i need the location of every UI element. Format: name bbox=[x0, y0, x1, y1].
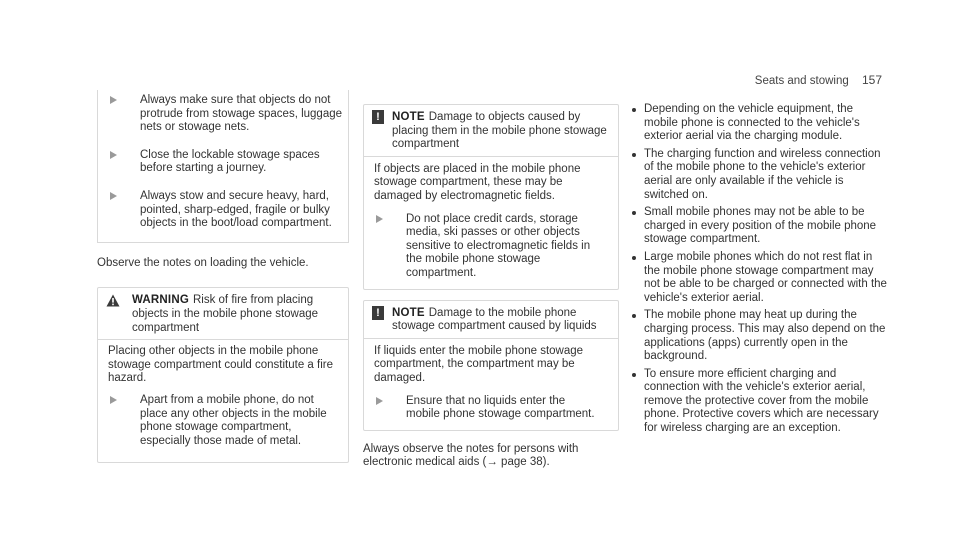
bullet-text: Large mobile phones which do not rest flat in the mobile phone stowage compartment may not be able to be charged or connected with the vehicle's exterior aerial. bbox=[644, 250, 887, 304]
notice-header bbox=[364, 105, 618, 157]
notice-title: Damage to objects caused by placing them in the mobile phone stowage compartment bbox=[392, 111, 607, 151]
notice-keyword: NOTE bbox=[392, 306, 425, 319]
bullet-text: Small mobile phones may not be able to be charged in every position of the mobile phone stowage compartment. bbox=[644, 206, 877, 246]
notice-title: Damage to the mobile phone stowage compartment caused by liquids bbox=[392, 306, 597, 333]
column-3 bbox=[628, 103, 890, 436]
warning-triangle-icon bbox=[106, 294, 120, 307]
bullet-text: The mobile phone may heat up during the charging process. This may also depend on the applications (apps) currently open in the background. bbox=[644, 309, 886, 363]
step-text: Ensure that no liquids enter the mobile phone stowage compartment. bbox=[406, 394, 595, 421]
triangle-arrow-icon bbox=[110, 151, 117, 159]
step-item bbox=[98, 94, 350, 135]
triangle-arrow-icon bbox=[110, 192, 117, 200]
warning-body: Placing other objects in the mobile phone stowage compartment could constitute a fire hazard. bbox=[108, 345, 334, 385]
step-item bbox=[98, 394, 336, 462]
notice-header bbox=[364, 301, 618, 339]
notice-body: If objects are placed in the mobile phone stowage compartment, these may be damaged by electromagnetic fields. bbox=[374, 162, 581, 202]
list-item bbox=[628, 309, 890, 363]
step-text: Always stow and secure heavy, hard, pointed, sharp-edged, fragile or bulky objects in the boot/load compartment. bbox=[140, 189, 332, 230]
step-text: Close the lockable stowage spaces before starting a journey. bbox=[140, 148, 320, 175]
step-text: Do not place credit cards, storage media, ski passes or other objects sensitive to electromagnetic fields in the mobile phone stowage compartment. bbox=[406, 212, 591, 279]
page-number: 157 bbox=[861, 73, 882, 87]
section-title: Seats and stowing bbox=[754, 75, 849, 87]
notice-box-1 bbox=[363, 104, 619, 290]
notice-box-2 bbox=[363, 300, 619, 431]
page-header bbox=[755, 74, 882, 89]
step-item bbox=[364, 395, 596, 430]
bullet-dot-icon bbox=[632, 314, 636, 318]
list-item bbox=[628, 103, 890, 144]
notice-keyword: NOTE bbox=[392, 111, 425, 123]
bullet-dot-icon bbox=[632, 108, 636, 112]
triangle-arrow-icon bbox=[376, 397, 383, 405]
notice-body: If liquids enter the mobile phone stowage compartment, the compartment may be damaged. bbox=[374, 344, 584, 384]
bullet-text: The charging function and wireless connection of the mobile phone to the vehicle's exterior aerial are only available if the vehicle is switched on. bbox=[644, 147, 881, 201]
observe-text: Observe the notes on loading the vehicle. bbox=[97, 256, 309, 269]
notice-square-icon: ! bbox=[372, 306, 384, 320]
list-item bbox=[628, 206, 890, 247]
warning-box bbox=[97, 287, 349, 463]
footer-text: Always observe the notes for persons with electronic medical aids (→ page 38). bbox=[363, 442, 579, 469]
list-item bbox=[628, 148, 890, 202]
steps-frame bbox=[97, 90, 349, 243]
warning-header bbox=[98, 288, 348, 340]
warning-title: Risk of fire from placing objects in the mobile phone stowage compartment bbox=[132, 294, 319, 334]
step-text: Always make sure that objects do not protrude from stowage spaces, luggage nets or stowage nets. bbox=[140, 94, 343, 134]
notice-square-icon: ! bbox=[372, 110, 384, 124]
bullet-dot-icon bbox=[632, 256, 636, 260]
triangle-arrow-icon bbox=[110, 396, 117, 404]
column-1 bbox=[97, 90, 349, 463]
triangle-arrow-icon bbox=[376, 215, 383, 223]
list-item bbox=[628, 251, 890, 305]
step-item bbox=[364, 213, 596, 289]
warning-keyword: WARNING bbox=[132, 294, 189, 307]
list-item bbox=[628, 368, 890, 436]
bullet-text: Depending on the vehicle equipment, the mobile phone is connected to the vehicle's exterior aerial via the charging module. bbox=[644, 103, 860, 143]
bullet-dot-icon bbox=[632, 211, 636, 215]
bullet-text: To ensure more efficient charging and connection with the vehicle's exterior aerial, remove the protective cover from the mobile phone. Protective covers which are necessary for wireless charging are an exception. bbox=[644, 367, 879, 435]
bullet-dot-icon bbox=[632, 373, 636, 377]
step-item bbox=[98, 190, 350, 231]
bullet-dot-icon bbox=[632, 153, 636, 157]
step-text: Apart from a mobile phone, do not place any other objects in the mobile phone stowage compartment, especially those made of metal. bbox=[140, 393, 327, 447]
step-item bbox=[98, 149, 350, 176]
triangle-arrow-icon bbox=[110, 96, 117, 104]
column-2 bbox=[363, 104, 619, 470]
